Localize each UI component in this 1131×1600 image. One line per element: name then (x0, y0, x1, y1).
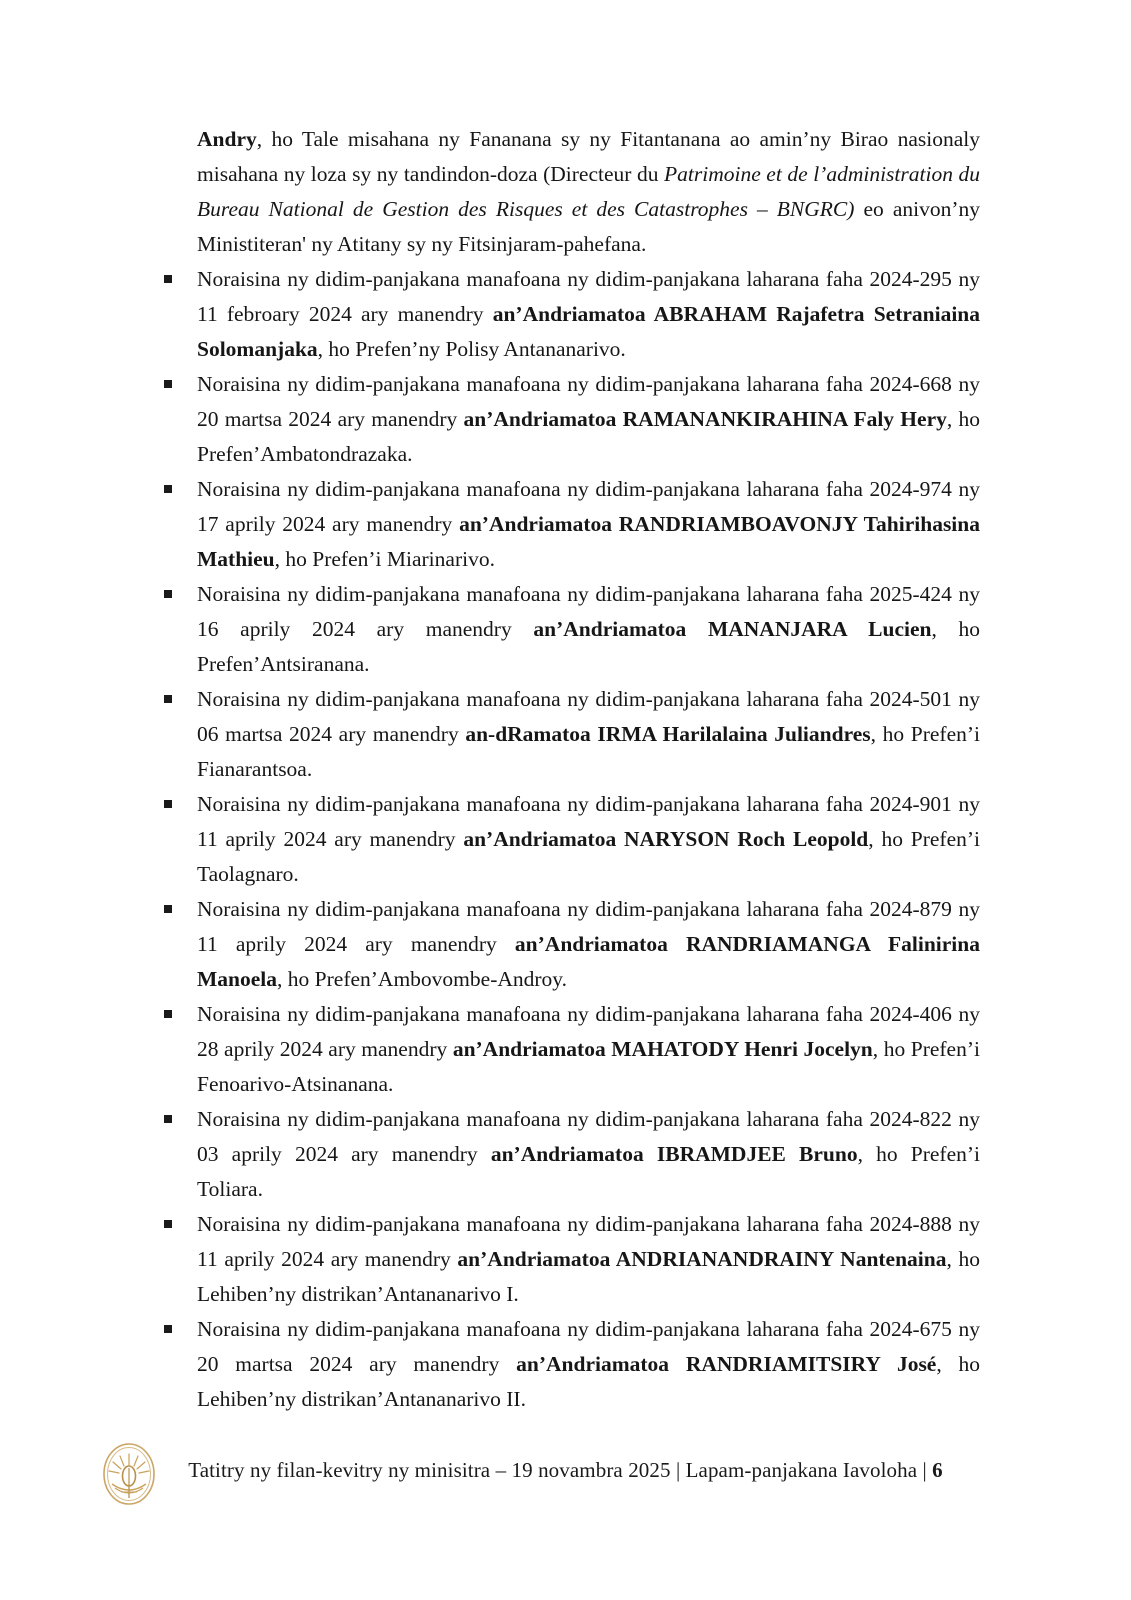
lead-paragraph-text-1: , ho Tale misahana ny Fananana sy ny Fitantanana ao amin’ny Birao nasionaly misahana ny loza sy ny tandindon-doza (Directeur du (197, 127, 980, 186)
list-item-suffix: , ho Prefen’i Fenoarivo-Atsinanana. (197, 1037, 980, 1096)
list-item (150, 787, 980, 892)
list-item-name: an’Andriamatoa RANDRIAMANGA Falinirina Manoela (197, 932, 980, 991)
list-item-suffix: , ho Lehiben’ny distrikan’Antananarivo I. (197, 1247, 981, 1306)
list-item-prefix: Noraisina ny didim-panjakana manafoana ny didim-panjakana laharana faha 2024-901 ny 11 aprily 2024 ary manendry (197, 792, 980, 851)
list-item-name: an’Andriamatoa IBRAMDJEE Bruno (490, 1142, 858, 1166)
list-item (150, 577, 980, 682)
square-bullet-icon (164, 275, 172, 283)
square-bullet-icon (164, 380, 172, 388)
square-bullet-icon (164, 905, 172, 913)
list-item-name: an’Andriamatoa RANDRIAMBOAVONJY Tahirihasina Mathieu (197, 512, 980, 571)
list-item-suffix: , ho Prefen’i Miarinarivo. (274, 547, 495, 571)
list-item (150, 682, 980, 787)
list-item (150, 892, 980, 997)
list-item (150, 997, 980, 1102)
list-item-suffix: , ho Prefen’Ambatondrazaka. (197, 407, 981, 466)
list-item (150, 262, 980, 367)
appointments-list (150, 262, 980, 1417)
list-item-prefix: Noraisina ny didim-panjakana manafoana ny didim-panjakana laharana faha 2024-501 ny 06 martsa 2024 ary manendry (197, 687, 980, 746)
list-item-prefix: Noraisina ny didim-panjakana manafoana ny didim-panjakana laharana faha 2025-424 ny 16 aprily 2024 ary manendry (197, 582, 980, 641)
list-item-prefix: Noraisina ny didim-panjakana manafoana ny didim-panjakana laharana faha 2024-668 ny 20 martsa 2024 ary manendry (197, 372, 980, 431)
list-item (150, 1102, 980, 1207)
footer-caption-text: Tatitry ny filan-kevitry ny minisitra – 19 novambra 2025 | Lapam-panjakana Iavoloha | (188, 1458, 933, 1482)
list-item (150, 367, 980, 472)
lead-paragraph (150, 122, 980, 262)
list-item-name: an’Andriamatoa MANANJARA Lucien (533, 617, 932, 641)
square-bullet-icon (164, 800, 172, 808)
list-item-prefix: Noraisina ny didim-panjakana manafoana ny didim-panjakana laharana faha 2024-879 ny 11 aprily 2024 ary manendry (197, 897, 980, 956)
square-bullet-icon (164, 1010, 172, 1018)
lead-paragraph-text-2: eo anivon’ny Ministiteran' ny Atitany sy ny Fitsinjaram-pahefana. (197, 197, 981, 256)
lead-paragraph-bold-name: Andry (197, 127, 257, 151)
list-item-suffix: , ho Prefen’Antsiranana. (197, 617, 981, 676)
list-item-name: an’Andriamatoa ABRAHAM Rajafetra Setraniaina Solomanjaka (197, 302, 981, 361)
page-body (150, 122, 980, 1417)
list-item-name: an’Andriamatoa NARYSON Roch Leopold (463, 827, 869, 851)
list-item (150, 1312, 980, 1417)
list-item (150, 472, 980, 577)
list-item-prefix: Noraisina ny didim-panjakana manafoana ny didim-panjakana laharana faha 2024-888 ny 11 aprily 2024 ary manendry (197, 1212, 980, 1271)
list-item-name: an’Andriamatoa RAMANANKIRAHINA Faly Hery (463, 407, 947, 431)
square-bullet-icon (164, 485, 172, 493)
list-item-prefix: Noraisina ny didim-panjakana manafoana ny didim-panjakana laharana faha 2024-675 ny 20 martsa 2024 ary manendry (197, 1317, 980, 1376)
list-item-prefix: Noraisina ny didim-panjakana manafoana ny didim-panjakana laharana faha 2024-974 ny 17 aprily 2024 ary manendry (197, 477, 980, 536)
list-item-prefix: Noraisina ny didim-panjakana manafoana ny didim-panjakana laharana faha 2024-822 ny 03 aprily 2024 ary manendry (197, 1107, 980, 1166)
list-item-suffix: , ho Prefen’Ambovombe-Androy. (277, 967, 568, 991)
square-bullet-icon (164, 1325, 172, 1333)
list-item-name: an-dRamatoa IRMA Harilalaina Juliandres (465, 722, 871, 746)
list-item-suffix: , ho Prefen’i Toliara. (197, 1142, 981, 1201)
list-item-suffix: , ho Prefen’i Fianarantsoa. (197, 722, 980, 781)
list-item-name: an’Andriamatoa RANDRIAMITSIRY José (516, 1352, 937, 1376)
list-item-prefix: Noraisina ny didim-panjakana manafoana ny didim-panjakana laharana faha 2024-295 ny 11 febroary 2024 ary manendry (197, 267, 980, 326)
list-item-suffix: , ho Lehiben’ny distrikan’Antananarivo II. (197, 1352, 981, 1411)
list-item-suffix: , ho Prefen’i Taolagnaro. (197, 827, 981, 886)
square-bullet-icon (164, 590, 172, 598)
list-item-name: an’Andriamatoa MAHATODY Henri Jocelyn (452, 1037, 873, 1061)
list-item (150, 1207, 980, 1312)
square-bullet-icon (164, 1220, 172, 1228)
lead-paragraph-italic: Patrimoine et de l’administration du Bureau National de Gestion des Risques et des Catastrophes – BNGRC) (197, 162, 981, 221)
square-bullet-icon (164, 695, 172, 703)
page-number: 6 (932, 1458, 943, 1482)
footer-caption (0, 1458, 1131, 1483)
list-item-prefix: Noraisina ny didim-panjakana manafoana ny didim-panjakana laharana faha 2024-406 ny 28 aprily 2024 ary manendry (197, 1002, 980, 1061)
list-item-suffix: , ho Prefen’ny Polisy Antananarivo. (317, 337, 626, 361)
page-footer (0, 1432, 1131, 1522)
square-bullet-icon (164, 1115, 172, 1123)
list-item-name: an’Andriamatoa ANDRIANANDRAINY Nantenaina (457, 1247, 947, 1271)
